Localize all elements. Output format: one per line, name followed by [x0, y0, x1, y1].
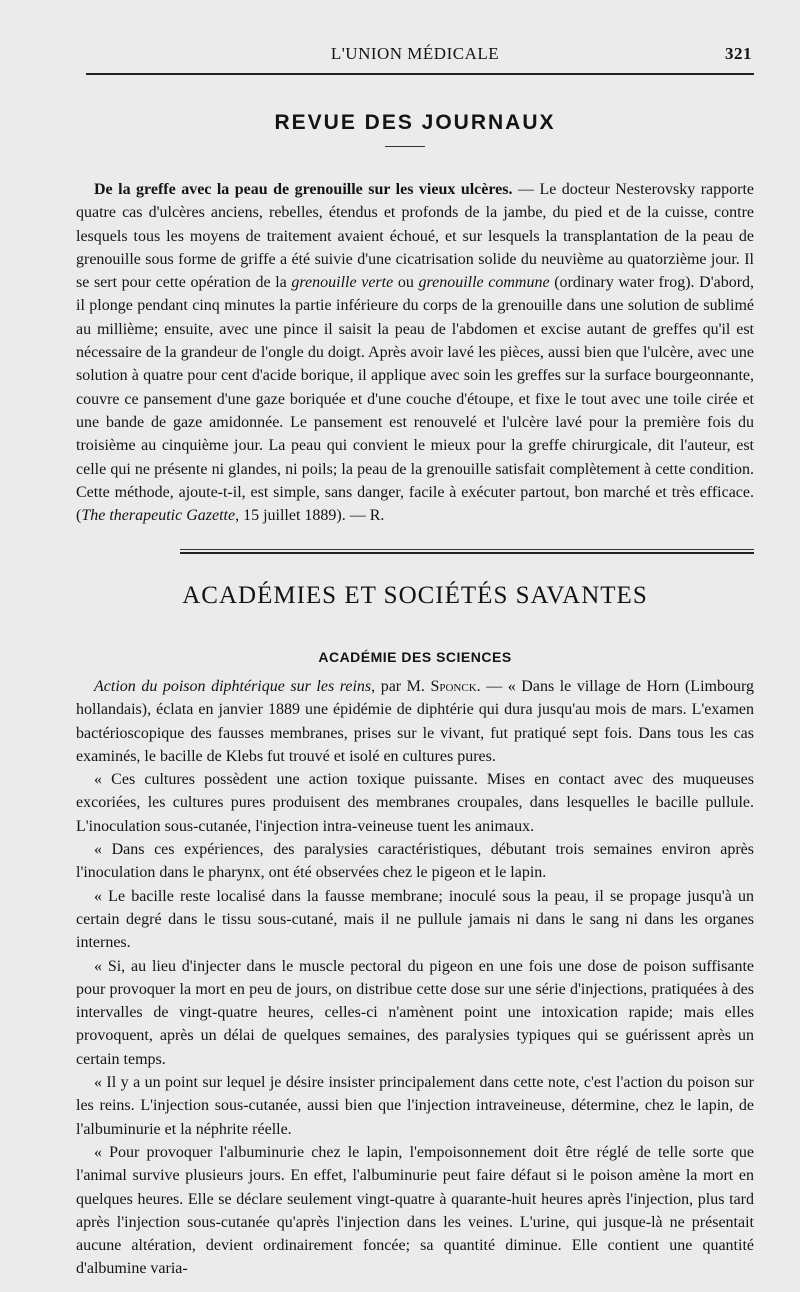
article-italic-2: grenouille commune [418, 274, 550, 292]
paragraph-1-text: . — « Dans le village de Horn (Limbourg hollandais), éclata en janvier 1889 une épidémie de diphtérie qui dura jusqu'au mois de mars. L'examen bactérioscopique des fausses membranes, prises sur le vivant, fut pratiqué sept fois. Dans tous les cas examinés, le bacille de Klebs fut trouvé et isolé en cultures pures. [76, 678, 755, 765]
subsection-title-academie-sciences: ACADÉMIE DES SCIENCES [318, 649, 512, 665]
paper-by: , par M. [371, 678, 431, 695]
section-title-revue: REVUE DES JOURNAUX [274, 111, 556, 134]
paragraph-5: « Si, au lieu d'injecter dans le muscle pectoral du pigeon en une fois une dose de poison suffisante pour provoquer la mort en peu de jours, on distribue cette dose sur une série d'injections, pratiquées à des intervalles de vingt-quatre heures, celles-ci n'amènent point une intoxication rapide; mais elles provoquent, après un délai de quelques semaines, des paralysies typiques qui se guérissent après un certain temps. [76, 957, 754, 1068]
paragraph-2: « Ces cultures possèdent une action toxique puissante. Mises en contact avec des muqueuses excoriées, les cultures pures produisent des membranes croupales, dans lesquelles le bacille pullule. L'inoculation sous-cutanée, l'injection intra-veineuse tuent les animaux. [76, 771, 754, 835]
article-source: The therapeutic Gazette [81, 507, 236, 525]
article-greffe [76, 178, 754, 527]
paragraph-1 [76, 675, 754, 768]
paper-title: Action du poison diphtérique sur les reins [94, 678, 372, 695]
article-text-4: , 15 juillet 1889). — R. [235, 507, 385, 525]
academie-body [76, 675, 754, 1281]
page-header [76, 44, 754, 68]
section-divider [385, 146, 425, 147]
article-italic-1: grenouille verte [291, 274, 394, 292]
paragraph-6: « Il y a un point sur lequel je désire insister principalement dans cette note, c'est l'action du poison sur les reins. L'injection sous-cutanée, aussi bien que l'injection intraveineuse, détermine, chez le lapin, de l'albuminurie et la néphrite réelle. [76, 1074, 754, 1138]
page-number: 321 [725, 44, 752, 63]
article-text-3: (ordinary water frog). D'abord, il plonge pendant cinq minutes la partie inférieure du corps de la grenouille dans une solution de sublimé au millième; ensuite, avec une pince il saisit la peau de l'abdomen et excise autant de greffes qu'il est nécessaire de la grandeur de l'ongle du doigt. Après avoir lavé les pièces, aussi bien que l'ulcère, avec une solution à quatre pour cent d'acide borique, il applique avec soin les greffes sur la surface bourgeonnante, couvre ce pansement d'une gaze boriquée et d'une couche d'étoupe, et fixe le tout avec une toile cirée et une bande de gaze amidonnée. Le pansement est renouvelé et l'ulcère lavé pour la première fois du troisième au cinquième jour. La peau qui convient le mieux pour la greffe chirurgicale, dit l'auteur, est celle qui ne présente ni glandes, ni poils; la peau de la grenouille satisfait complètement à cette condition. Cette méthode, ajoute-t-il, est simple, sans danger, facile à exécuter partout, bon marché et très efficace. ( [76, 274, 755, 525]
paragraph-3: « Dans ces expériences, des paralysies caractéristiques, débutant trois semaines environ après l'inoculation dans le pharynx, ont été observées chez le pigeon et le lapin. [76, 841, 754, 882]
journal-title: L'UNION MÉDICALE [330, 44, 500, 63]
paper-author: Sponck [430, 678, 477, 695]
header-rule [86, 73, 754, 75]
article-lead: De la greffe avec la peau de grenouille sur les vieux ulcères. [94, 181, 513, 198]
paragraph-7: « Pour provoquer l'albuminurie chez le lapin, l'empoisonnement doit être réglé de telle sorte que l'animal survive plusieurs jours. En effet, l'albuminurie peut faire défaut si le poison amène la mort en quelques heures. Elle se déclare seulement vingt-quatre à quarante-huit heures après l'injection, plus tard après l'injection sous-cutanée qu'après l'injection dans les veines. L'urine, qui jusque-là ne présentait aucune altération, devient ordinairement foncée; sa quantité diminue. Elle contient une quantité d'albumine varia- [76, 1143, 754, 1278]
paragraph-4: « Le bacille reste localisé dans la fausse membrane; inoculé sous la peau, il se propage jusqu'à un certain degré dans le tissu sous-cutané, mais il ne pullule jamais ni dans le sang ni dans les organes internes. [76, 887, 754, 952]
section-title-academies: ACADÉMIES ET SOCIÉTÉS SAVANTES [182, 582, 648, 609]
section-double-rule [180, 549, 754, 554]
article-text-1: — Le docteur Nesterovsky rapporte quatre cas d'ulcères anciens, rebelles, étendus et profonds de la jambe, du pied et de la cuisse, contre lesquels tous les moyens de traitement avaient échoué, et sur lesquels la transplantation de la peau de grenouille sous forme de griffe a été suivie d'une cicatrisation solide du neuvième au quatorzième jour. Il se sert pour cette opération de la [76, 181, 755, 292]
article-text-2: ou [393, 274, 419, 292]
